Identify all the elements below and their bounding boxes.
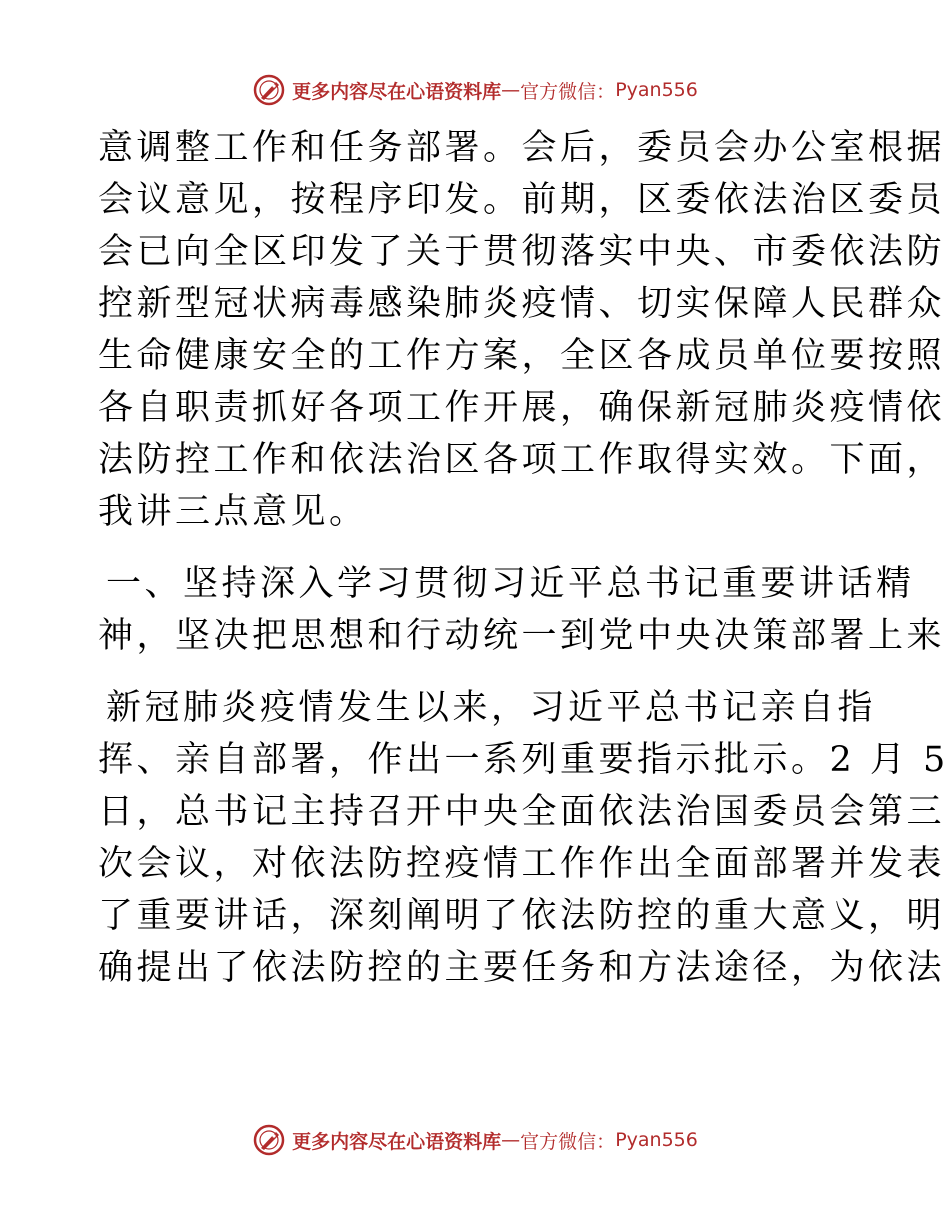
text-line: 确提出了依法防控的主要任务和方法途径，为依法 <box>98 948 946 988</box>
document-body <box>98 122 949 994</box>
banner-wechat-label: 官方微信： <box>520 1130 616 1153</box>
text-line: 了重要讲话，深刻阐明了依法防控的重大意义，明 <box>98 896 946 936</box>
text-line: 日，总书记主持召开中央全面依法治国委员会第三 <box>98 792 946 832</box>
pen-nib-seal-icon <box>252 73 286 107</box>
banner-dash: — <box>501 79 521 101</box>
text-line: 法防控工作和依法治区各项工作取得实效。下面， <box>98 440 946 480</box>
banner-dash: — <box>501 1129 521 1151</box>
text-line: 会已向全区印发了关于贯彻落实中央、市委依法防 <box>98 232 946 272</box>
footer-watermark-banner <box>0 1120 950 1160</box>
text-line: 次会议，对依法防控疫情工作作出全面部署并发表 <box>98 844 946 884</box>
text-line: 生命健康安全的工作方案，全区各成员单位要按照 <box>98 336 946 376</box>
banner-wechat-label: 官方微信： <box>520 80 616 103</box>
paragraph-2 <box>98 682 949 994</box>
paragraph-1 <box>98 122 946 538</box>
text-line: 各自职责抓好各项工作开展，确保新冠肺炎疫情依 <box>98 388 946 428</box>
text-line: 会议意见，按程序印发。前期，区委依法治区委员 <box>98 180 946 220</box>
pen-nib-seal-icon <box>252 1123 286 1157</box>
text-line: 新冠肺炎疫情发生以来，习近平总书记亲自指 <box>106 688 877 728</box>
text-line: 挥、亲自部署，作出一系列重要指示批示。2 月 5 <box>98 740 949 780</box>
banner-brand-text: 更多内容尽在心语资料库 <box>292 80 502 103</box>
banner-brand-text: 更多内容尽在心语资料库 <box>292 1130 502 1153</box>
text-line: 控新型冠状病毒感染肺炎疫情、切实保障人民群众 <box>98 284 946 324</box>
section-heading-1 <box>98 558 946 662</box>
heading-line: 神，坚决把思想和行动统一到党中央决策部署上来 <box>98 616 946 656</box>
banner-wechat-account: Pyan556 <box>615 79 698 101</box>
text-line: 意调整工作和任务部署。会后，委员会办公室根据 <box>98 128 946 168</box>
header-watermark-banner <box>0 70 950 110</box>
banner-wechat-account: Pyan556 <box>615 1129 698 1151</box>
text-line: 我讲三点意见。 <box>98 492 368 532</box>
heading-line: 一、坚持深入学习贯彻习近平总书记重要讲话精 <box>106 564 915 604</box>
